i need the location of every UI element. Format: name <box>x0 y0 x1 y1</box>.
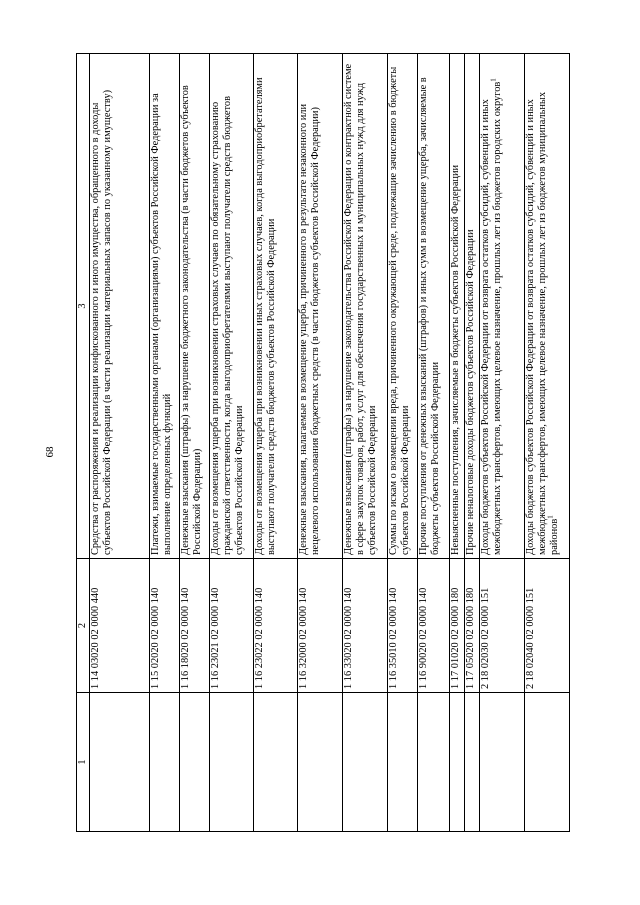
code-cell: 1 16 90020 02 0000 140 <box>418 559 450 693</box>
code-cell: 1 16 23022 02 0000 140 <box>254 559 298 693</box>
table-row <box>343 54 388 832</box>
table-row <box>254 54 298 832</box>
description-text: Доходы бюджетов субъектов Российской Федерации от возврата остатков субсидий, субвенций и иных межбюджетных трансфертов, имеющих целевое назначение, прошлых лет из бюджетов муниципальных районов <box>525 91 561 555</box>
description-cell <box>480 54 525 559</box>
description-cell: Денежные взыскания (штрафы) за нарушение законодательства Российской Федерации о контрактной системе в сфере закупок товаров, работ, услуг для обеспечения государственных и муниципальных нужд для нужд субъектов Российской Федерации <box>343 54 388 559</box>
code-cell: 1 16 35010 02 0000 140 <box>388 559 418 693</box>
description-cell: Суммы по искам о возмещении вреда, причиненного окружающей среде, подлежащие зачислению в бюджеты субъектов Российской Федерации <box>388 54 418 559</box>
table-row <box>150 54 180 832</box>
description-cell <box>525 54 570 559</box>
code-cell: 1 15 02020 02 0000 140 <box>150 559 180 693</box>
empty-cell <box>343 693 388 832</box>
header-col-3: 3 <box>77 54 90 559</box>
empty-cell <box>254 693 298 832</box>
empty-cell <box>418 693 450 832</box>
header-col-2: 2 <box>77 559 90 693</box>
empty-cell <box>180 693 210 832</box>
table-row <box>388 54 418 832</box>
empty-cell <box>90 693 150 832</box>
table-row <box>525 54 570 832</box>
header-col-1: 1 <box>77 693 90 832</box>
table-row <box>210 54 254 832</box>
description-cell: Средства от распоряжения и реализации конфискованного и иного имущества, обращенного в доходы субъектов Российской Федерации (в части реализации материальных запасов по указанному имуществу) <box>90 54 150 559</box>
code-cell: 1 14 03020 02 0000 440 <box>90 559 150 693</box>
table-row <box>180 54 210 832</box>
description-cell: Доходы от возмещения ущерба при возникновении страховых случаев по обязательному страхованию гражданской ответственности, когда выгодоприобретателями выступают получатели средств бюджетов субъектов Российской Федерации <box>210 54 254 559</box>
table-row <box>298 54 343 832</box>
code-cell: 2 18 02040 02 0000 151 <box>525 559 570 693</box>
empty-cell <box>298 693 343 832</box>
table-row <box>465 54 480 832</box>
description-cell: Платежи, взимаемые государственными органами (организациями) субъектов Российской Федерации за выполнение определенных функций <box>150 54 180 559</box>
budget-codes-table <box>76 53 570 832</box>
code-cell: 1 16 23021 02 0000 140 <box>210 559 254 693</box>
code-cell: 1 16 33020 02 0000 140 <box>343 559 388 693</box>
footnote-marker: 1 <box>489 78 498 82</box>
table-row <box>480 54 525 832</box>
description-cell: Денежные взыскания, налагаемые в возмещение ущерба, причиненного в результате незаконного или нецелевого использования бюджетных средств (в части бюджетов субъектов Российской Федерации) <box>298 54 343 559</box>
empty-cell <box>388 693 418 832</box>
table-row <box>450 54 465 832</box>
empty-cell <box>525 693 570 832</box>
code-cell: 1 16 18020 02 0000 140 <box>180 559 210 693</box>
empty-cell <box>450 693 465 832</box>
empty-cell <box>210 693 254 832</box>
table-row <box>418 54 450 832</box>
description-cell: Денежные взыскания (штрафы) за нарушение бюджетного законодательства (в части бюджетов субъектов Российской Федерации) <box>180 54 210 559</box>
code-cell: 1 17 01020 02 0000 180 <box>450 559 465 693</box>
description-cell: Доходы от возмещения ущерба при возникновении иных страховых случаев, когда выгодоприобретателями выступают получатели средств бюджетов субъектов Российской Федерации <box>254 54 298 559</box>
description-cell: Прочие поступления от денежных взысканий (штрафов) и иных сумм в возмещение ущерба, зачисляемые в бюджеты субъектов Российской Федерации <box>418 54 450 559</box>
footnote-marker: 1 <box>546 515 555 519</box>
code-cell: 1 16 32000 02 0000 140 <box>298 559 343 693</box>
page-number: 68 <box>44 446 56 458</box>
description-cell: Прочие неналоговые доходы бюджетов субъектов Российской Федерации <box>465 54 480 559</box>
code-cell: 1 17 05020 02 0000 180 <box>465 559 480 693</box>
description-text: Доходы бюджетов субъектов Российской Федерации от возврата остатков субсидий, субвенций и иных межбюджетных трансфертов, имеющих целевое назначение, прошлых лет из бюджетов городских округов <box>480 81 504 555</box>
empty-cell <box>480 693 525 832</box>
code-cell: 2 18 02030 02 0000 151 <box>480 559 525 693</box>
empty-cell <box>465 693 480 832</box>
header-row <box>77 54 90 832</box>
empty-cell <box>150 693 180 832</box>
description-cell: Невыясненные поступления, зачисляемые в бюджеты субъектов Российской Федерации <box>450 54 465 559</box>
rotated-table-container <box>76 54 561 832</box>
table-row <box>90 54 150 832</box>
